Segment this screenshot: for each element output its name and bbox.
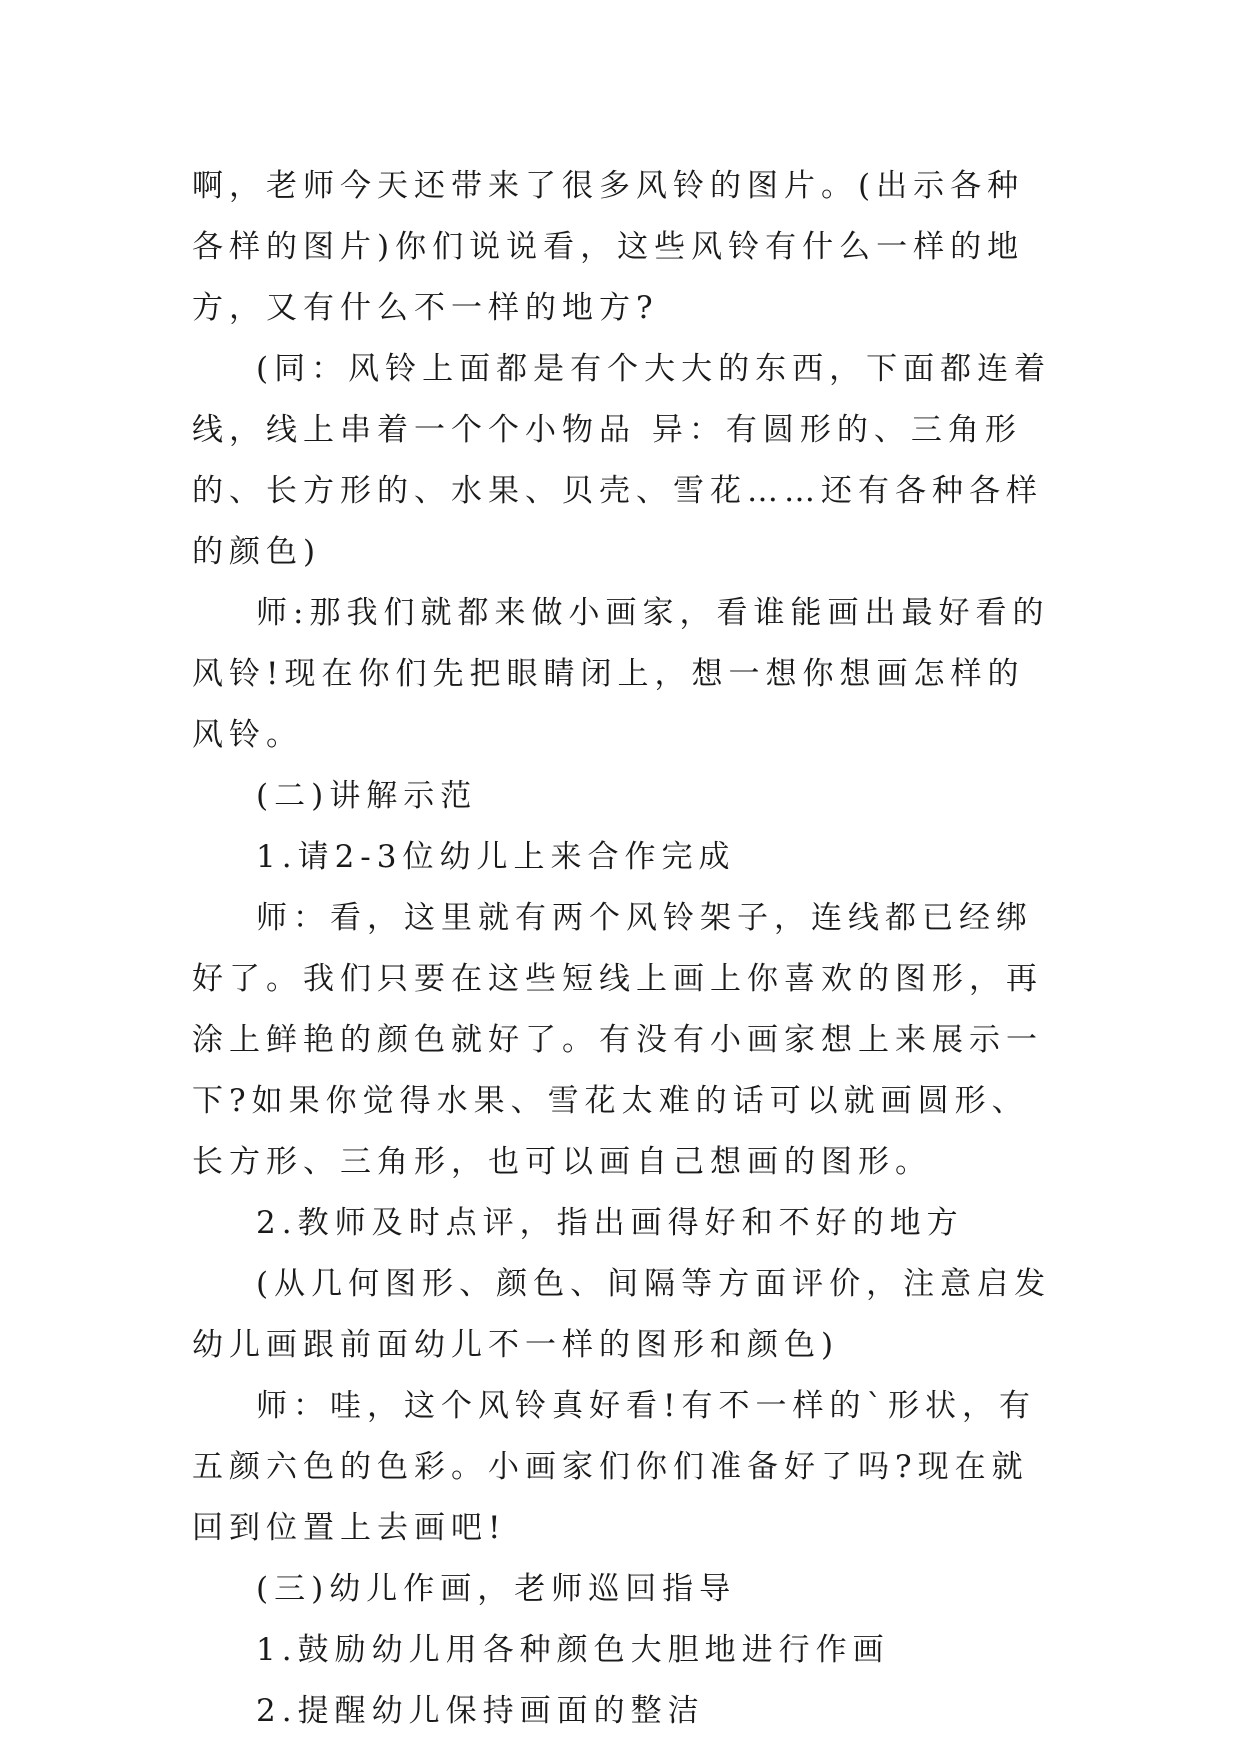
paragraph-evaluation-note: (从几何图形、颜色、间隔等方面评价，注意启发幼儿画跟前面幼儿不一样的图形和颜色)	[192, 1266, 1052, 1363]
paragraph-similarities-differences: (同：风铃上面都是有个大大的东西，下面都连着线，线上串着一个个小物品 异：有圆形的、三角形的、长方形的、水果、贝壳、雪花……还有各种各样的颜色)	[192, 351, 1052, 570]
section-heading-demonstration: (二)讲解示范	[256, 778, 478, 814]
list-item-step-1: 1.请2-3位幼儿上来合作完成	[256, 839, 736, 875]
list-item-step-2: 2.教师及时点评，指出画得好和不好的地方	[256, 1205, 964, 1241]
document-body	[192, 156, 1060, 1742]
paragraph-teacher-praise: 师：哇，这个风铃真好看!有不一样的`形状，有五颜六色的色彩。小画家们你们准备好了吗?现在就回到位置上去画吧!	[192, 1388, 1036, 1546]
list-item-tidy: 2.提醒幼儿保持画面的整洁	[256, 1693, 705, 1729]
paragraph-intro-question: 啊，老师今天还带来了很多风铃的图片。(出示各种各样的图片)你们说说看，这些风铃有什么一样的地方，又有什么不一样的地方?	[192, 168, 1025, 326]
paragraph-teacher-prompt: 师:那我们就都来做小画家，看谁能画出最好看的风铃!现在你们先把眼睛闭上，想一想你想画怎样的风铃。	[192, 595, 1050, 753]
list-item-encourage: 1.鼓励幼儿用各种颜色大胆地进行作画	[256, 1632, 890, 1668]
section-heading-drawing: (三)幼儿作画，老师巡回指导	[256, 1571, 737, 1607]
paragraph-teacher-demo: 师：看，这里就有两个风铃架子，连线都已经绑好了。我们只要在这些短线上画上你喜欢的图形，再涂上鲜艳的颜色就好了。有没有小画家想上来展示一下?如果你觉得水果、雪花太难的话可以就画圆形、长方形、三角形，也可以画自己想画的图形。	[192, 900, 1043, 1180]
